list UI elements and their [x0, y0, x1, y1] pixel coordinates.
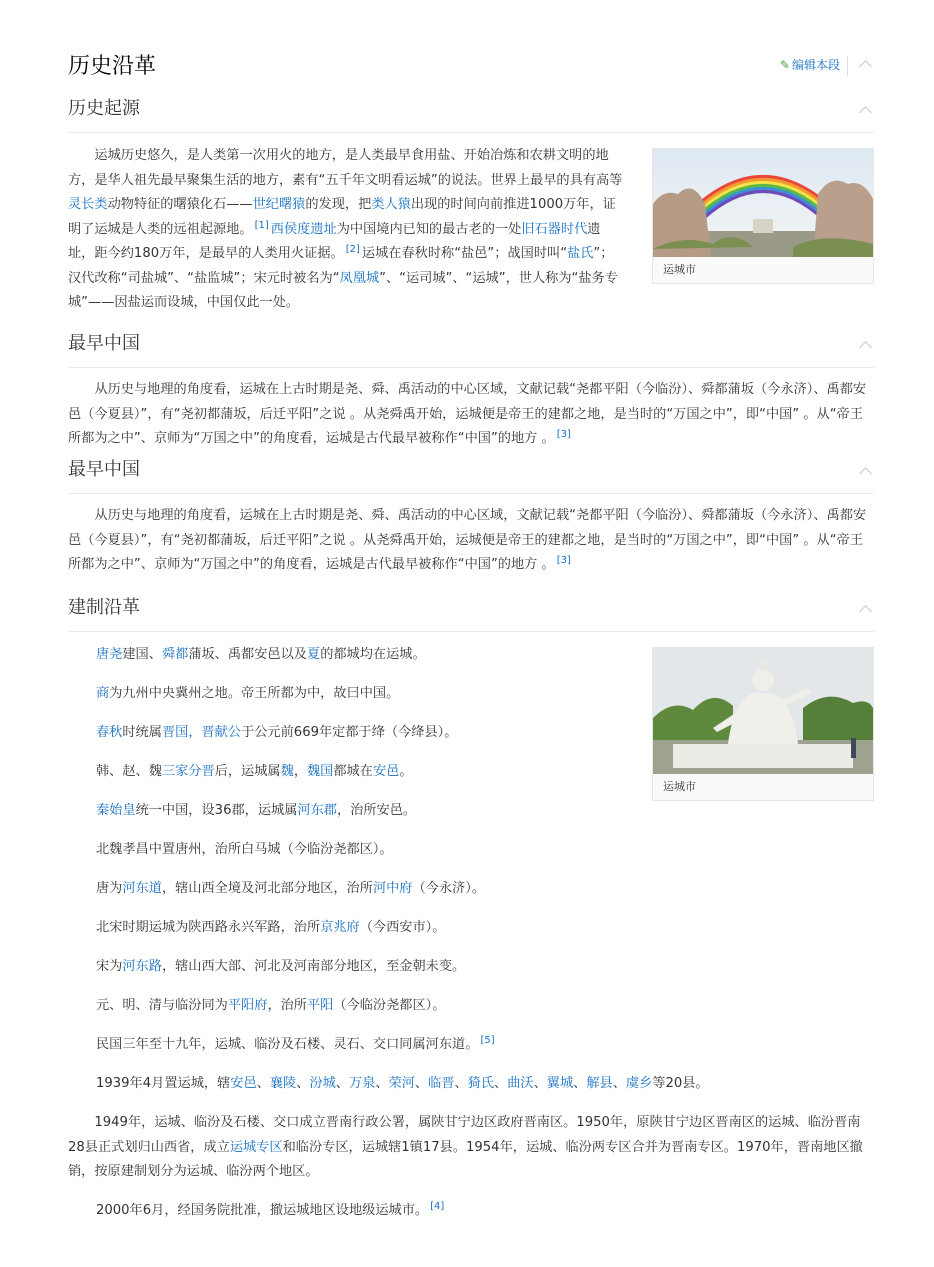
link-jinxiangong[interactable]: 晋献公: [201, 725, 242, 740]
link-xiangling[interactable]: 襄陵: [269, 1076, 297, 1091]
figure-caption: 运城市: [663, 263, 696, 276]
earliest-china-paragraph-2: [68, 504, 874, 578]
section-header-origin: [68, 96, 874, 133]
link-hedongjun[interactable]: 河东郡: [297, 803, 337, 818]
section-title: 最早中国: [68, 333, 140, 354]
text: 出现的时间向前推进1000万年，证明了运城是人类的远祖起源地。: [68, 197, 616, 237]
link-chunqiu[interactable]: 春秋: [96, 725, 123, 740]
text: （今西安市）。: [359, 920, 446, 935]
link-yishi[interactable]: 猗氏: [467, 1076, 495, 1091]
article-header: [68, 48, 874, 88]
text: 、: [533, 1076, 547, 1091]
origin-paragraph: [68, 144, 624, 316]
link-yicheng[interactable]: 翼城: [546, 1076, 574, 1091]
chevron-up-icon[interactable]: [858, 463, 874, 479]
figure-caption: 运城市: [663, 780, 696, 793]
list-item: [96, 684, 399, 704]
text: 等20县。: [652, 1076, 709, 1091]
pencil-icon: ✎: [779, 58, 790, 72]
edit-section-label: 编辑本段: [791, 58, 840, 72]
link-ronghe[interactable]: 荣河: [388, 1076, 415, 1091]
link-hedonglu[interactable]: 河东路: [122, 959, 162, 974]
text: ，治所安邑。: [336, 803, 417, 818]
text: 北宋时期运城为陕西路永兴军路，治所: [96, 920, 321, 935]
chevron-up-icon[interactable]: [858, 56, 874, 72]
text: 元、明、清与临汾同为: [96, 998, 228, 1013]
rainbow-gate-image: [653, 149, 873, 257]
text: 为中国境内已知的最古老的一处: [336, 221, 522, 237]
text: （今永济）。: [412, 881, 486, 896]
text: （今临汾尧都区）。: [333, 998, 446, 1013]
citation-link[interactable]: [1]: [254, 219, 269, 231]
text: ，: [188, 725, 202, 740]
text: 韩、赵、魏: [96, 764, 162, 779]
rainbow-gate-illustration: [653, 149, 873, 257]
link-jinguo[interactable]: 晋国: [161, 725, 189, 740]
list-item: [96, 840, 393, 860]
list-item: [96, 1074, 709, 1094]
text: 、: [414, 1076, 429, 1091]
link-hedongdao[interactable]: 河东道: [122, 881, 162, 896]
link-leirenyuan[interactable]: 类人猿: [371, 197, 411, 212]
text: 唐为: [96, 881, 123, 896]
link-tangyao[interactable]: 唐尧: [96, 647, 123, 662]
link-fenghuangcheng[interactable]: 凤凰城: [339, 270, 380, 286]
list-item: [96, 645, 426, 665]
link-paleolithic[interactable]: 旧石器时代: [521, 221, 588, 237]
link-pingyangfu[interactable]: 平阳府: [227, 998, 268, 1013]
edit-section-button[interactable]: [780, 56, 840, 74]
text: 、: [454, 1076, 468, 1091]
link-quwo[interactable]: 曲沃: [507, 1076, 534, 1091]
text: 为九州中央冀州之地。帝王所都为中，故曰中国。: [109, 686, 400, 701]
citation-link[interactable]: [3]: [556, 429, 571, 440]
text: 统一中国，设36郡，运城属: [135, 803, 298, 818]
link-xiexian[interactable]: 解县: [586, 1076, 613, 1091]
text: ，辖山西大部、河北及河南部分地区，至金朝未变。: [161, 959, 466, 974]
text: 、: [494, 1076, 508, 1091]
link-jingzhaofu[interactable]: 京兆府: [320, 920, 360, 935]
text: 建国、: [122, 647, 162, 662]
link-anyi-county[interactable]: 安邑: [230, 1076, 257, 1091]
link-sanjiafenjin[interactable]: 三家分晋: [161, 764, 215, 779]
link-shijishuyuan[interactable]: 世纪曙猿: [252, 197, 306, 212]
link-wanquan[interactable]: 万泉: [348, 1076, 376, 1091]
text: 都城在: [333, 764, 373, 779]
link-xia[interactable]: 夏: [307, 647, 321, 662]
chevron-up-icon[interactable]: [858, 102, 874, 118]
text: 于公元前669年定都于绛（今绛县）。: [241, 725, 458, 740]
text: 、: [612, 1076, 626, 1091]
citation-link[interactable]: [5]: [480, 1035, 495, 1046]
figure-statue[interactable]: [652, 647, 874, 801]
page-title: 历史沿革: [68, 54, 157, 79]
text: ”、“运司城”、“运城”，世人称为“盐务专城”——因盐运而设城，中国仅此一处。: [68, 270, 618, 310]
link-fencheng[interactable]: 汾城: [309, 1076, 336, 1091]
text: ，治所: [267, 998, 307, 1013]
section-title: 历史起源: [68, 98, 140, 119]
text: 、: [335, 1076, 349, 1091]
citation-link[interactable]: [3]: [556, 555, 571, 566]
link-yuxiang[interactable]: 虞乡: [625, 1076, 653, 1091]
list-item: [96, 1035, 497, 1055]
section-header-system: [68, 595, 874, 632]
list-item: [96, 996, 445, 1016]
section-header-earliest-china: [68, 331, 874, 368]
text: 和临汾专区，运城辖1镇17县。1954年，运城、临汾两专区合并为晋南专区。1970年，晋南地区撤销，按原建制划分为运城、临汾两个地区。: [68, 1139, 863, 1179]
link-yanshi[interactable]: 盐氏: [567, 246, 594, 261]
list-item: [96, 723, 457, 743]
citation-link[interactable]: [2]: [345, 244, 360, 255]
chevron-up-icon[interactable]: [858, 337, 874, 353]
list-item: [96, 879, 485, 899]
text: 民国三年至十九年，运城、临汾及石楼、灵石、交口同属河东道。: [96, 1037, 479, 1052]
statue-illustration: [653, 648, 873, 774]
statue-image: [653, 648, 873, 774]
link-yunchengzhuanqu[interactable]: 运城专区: [229, 1139, 283, 1155]
text: ”；汉代改称“司盐城”、“盐监城”；宋元时被名为“: [68, 246, 614, 286]
list-item: [96, 762, 413, 782]
text: 后，运城属: [214, 764, 281, 779]
link-qinshihuang[interactable]: 秦始皇: [96, 803, 136, 818]
link-shundu[interactable]: 舜都: [161, 647, 189, 662]
link-shang[interactable]: 商: [96, 686, 110, 701]
text: 从历史与地理的角度看，运城在上古时期是尧、舜、禹活动的中心区域，文献记载“尧都平阳（今临汾）、舜都蒲坂（今永济）、禹都安邑（今夏县）”，有“尧初都蒲坂，后迁平阳”之说 。从尧舜禹开始，运城便是帝王的建都之地，是当时的“万国之中”，即“中国” 。从“帝王所都为之中”、京师为“万国之中”的角度看，运城是古代最早被称作“中国”的地方 。: [68, 508, 867, 572]
citation-link[interactable]: [4]: [430, 1201, 445, 1212]
link-pingyang[interactable]: 平阳: [307, 998, 334, 1013]
text: 从历史与地理的角度看，运城在上古时期是尧、舜、禹活动的中心区域，文献记载“尧都平阳（今临汾）、舜都蒲坂（今永济）、禹都安邑（今夏县）”，有“尧初都蒲坂，后迁平阳”之说 。从尧舜禹开始，运城便是帝王的建都之地，是当时的“万国之中”，即“中国” 。从“帝王所都为之中”、京师为“万国之中”的角度看，运城是古代最早被称作“中国”的地方 。: [68, 382, 867, 446]
text: 的发现，把: [305, 197, 372, 212]
section-header-earliest-china-2: [68, 457, 874, 494]
text: 蒲坂、禹都安邑以及: [188, 647, 307, 662]
text: 宋为: [96, 959, 123, 974]
list-item: [96, 801, 416, 821]
figure-rainbow-gate[interactable]: [652, 148, 874, 284]
text: 遗址，距今约180万年，是最早的人类用火证据。: [68, 221, 601, 261]
text: 、: [375, 1076, 389, 1091]
chevron-up-icon[interactable]: [858, 601, 874, 617]
list-item: [96, 957, 465, 977]
text: 2000年6月，经国务院批准，撤运城地区设地级运城市。: [96, 1203, 429, 1218]
earliest-china-paragraph: [68, 378, 874, 452]
link-lingzhanglei[interactable]: 灵长类: [68, 197, 108, 212]
link-wei[interactable]: 魏: [280, 764, 294, 779]
link-linjin[interactable]: 临晋: [428, 1076, 455, 1091]
text: 、: [256, 1076, 270, 1091]
text: 北魏孝昌中置唐州，治所白马城（今临汾尧都区）。: [96, 842, 393, 857]
text: ，: [293, 764, 307, 779]
paragraph-1949: [68, 1111, 874, 1185]
text: 1939年4月置运城，辖: [96, 1076, 231, 1091]
text: 运城在春秋时称“盐邑”；战国时叫“: [361, 246, 568, 261]
text: 运城历史悠久，是人类第一次用火的地方，是人类最早食用盐、开始冶炼和农耕文明的地方，是华人祖先最早聚集生活的地方，素有“五千年文明看运城”的说法。世界上最早的具有高等: [68, 148, 623, 188]
text: 动物特征的曙猿化石——: [107, 197, 253, 212]
link-weiguo[interactable]: 魏国: [307, 764, 334, 779]
text: 、: [296, 1076, 310, 1091]
text: 的都城均在运城。: [320, 647, 426, 662]
list-item: [96, 1201, 446, 1221]
text: 。: [399, 764, 413, 779]
text: 1949年，运城、临汾及石楼、交口成立晋南行政公署，属陕甘宁边区政府晋南区。1950年，原陕甘宁边区晋南区的运城、临汾晋南28县正式划归山西省，成立: [68, 1115, 861, 1155]
text: 时统属: [122, 725, 162, 740]
text: ，辖山西全境及河北部分地区，治所: [161, 881, 373, 896]
divider: [847, 56, 848, 76]
section-title: 最早中国: [68, 459, 140, 480]
text: 、: [573, 1076, 587, 1091]
link-anyi[interactable]: 安邑: [372, 764, 400, 779]
link-xihoudu[interactable]: 西侯度遗址: [270, 221, 337, 237]
section-title: 建制沿革: [68, 597, 140, 618]
link-hezhongfu[interactable]: 河中府: [372, 881, 413, 896]
list-item: [96, 918, 445, 938]
